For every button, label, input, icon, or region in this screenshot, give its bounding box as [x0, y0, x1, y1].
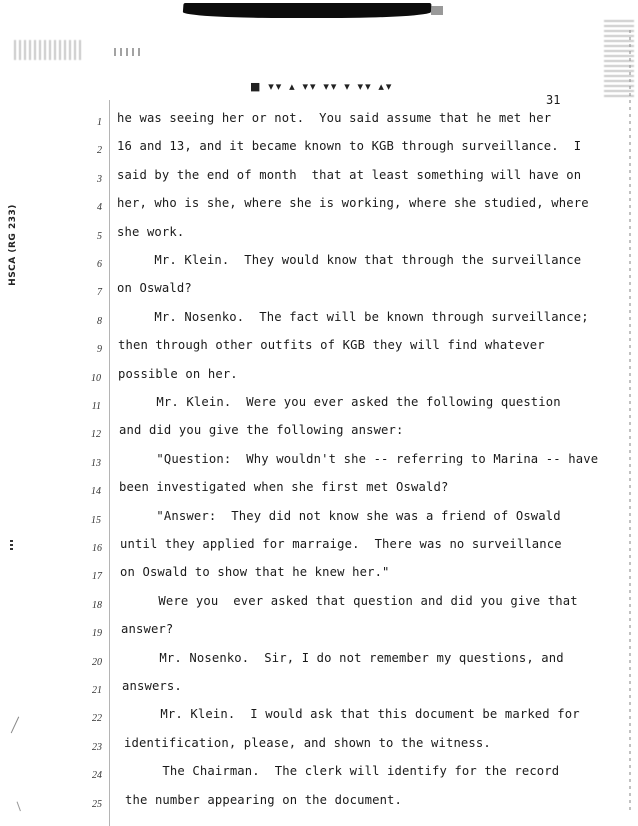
line-text: on Oswald?	[117, 281, 192, 296]
line-text: "Question: Why wouldn't she -- referring to Marina -- have	[119, 451, 599, 466]
line-number: 8	[97, 315, 102, 327]
line-number: 6	[97, 259, 102, 270]
line-text: he was seeing her or not. You said assume that he met her	[117, 111, 552, 125]
transcript-line	[0, 423, 638, 441]
transcript-line	[0, 139, 638, 157]
page-number: 31	[546, 93, 561, 107]
line-number: 5	[97, 230, 102, 242]
line-text: Mr. Nosenko. Sir, I do not remember my questions, and	[122, 650, 564, 665]
transcript-line	[0, 679, 638, 697]
line-text: 16 and 13, and it became known to KGB through surveillance. I	[117, 139, 582, 154]
transcript-line	[0, 622, 638, 640]
line-number: 1	[97, 117, 102, 128]
line-text: Mr. Klein. They would know that through the surveillance	[117, 253, 582, 267]
transcript-line	[0, 367, 638, 385]
side-stamp-text: HSCA (RG 233)	[8, 204, 18, 286]
line-number: 7	[97, 287, 102, 299]
transcript-line	[0, 565, 638, 583]
line-number: 4	[97, 202, 102, 214]
line-number: 11	[91, 401, 101, 412]
line-text: she work.	[117, 224, 185, 239]
line-number: 2	[97, 145, 102, 157]
scan-smudge	[14, 40, 84, 60]
line-number: 16	[92, 543, 102, 554]
transcript-line	[0, 338, 638, 356]
line-number: 19	[92, 628, 102, 640]
transcript-line	[0, 651, 638, 669]
transcript-line	[0, 509, 638, 527]
line-text: Mr. Klein. I would ask that this document be marked for	[123, 707, 580, 722]
line-number: 22	[92, 713, 102, 725]
redaction-bar	[182, 3, 431, 18]
line-text: then through other outfits of KGB they will find whatever	[118, 338, 545, 353]
line-number: 24	[92, 770, 102, 782]
transcript-line	[0, 253, 638, 271]
line-text: and did you give the following answer:	[119, 423, 404, 438]
line-text: Were you ever asked that question and did you give that	[121, 593, 578, 608]
transcript-line	[0, 310, 638, 328]
line-text: Mr. Nosenko. The fact will be known through surveillance;	[117, 309, 589, 324]
transcript-line	[0, 225, 638, 243]
line-text: possible on her.	[118, 366, 238, 381]
transcript-line	[0, 480, 638, 498]
line-text: "Answer: They did not know she was a friend of Oswald	[119, 508, 561, 523]
redaction-bar-edge	[431, 6, 443, 15]
line-number: 13	[91, 457, 101, 469]
line-text: the number appearing on the document.	[125, 792, 403, 807]
line-text: answer?	[121, 622, 174, 637]
header-marks: ■ ▾▾ ▴ ▾▾ ▾▾ ▾ ▾▾ ▴▾	[250, 80, 394, 93]
line-text: The Chairman. The clerk will identify for the record	[125, 764, 560, 779]
line-text: her, who is she, where she is working, where she studied, where	[117, 196, 589, 211]
transcript-line	[0, 168, 638, 186]
scan-smudge-small	[114, 48, 140, 56]
transcript-line	[0, 196, 638, 214]
line-number: 10	[91, 372, 101, 384]
line-number: 20	[92, 656, 102, 668]
line-text: been investigated when she first met Oswald?	[119, 480, 449, 495]
line-number: 14	[91, 486, 101, 498]
transcript-line	[0, 111, 638, 129]
transcript-line	[0, 736, 638, 754]
line-number: 9	[97, 344, 102, 356]
line-number: 12	[91, 429, 101, 441]
transcript-line	[0, 764, 638, 782]
transcript-line	[0, 707, 638, 725]
line-text: Mr. Klein. Were you ever asked the following question	[119, 395, 561, 409]
line-number: 18	[92, 599, 102, 611]
line-text: on Oswald to show that he knew her."	[120, 565, 390, 580]
transcript-line	[0, 395, 638, 413]
line-number: 3	[97, 173, 102, 185]
transcript-line	[0, 793, 638, 811]
line-number: 23	[92, 741, 102, 753]
line-text: identification, please, and shown to the witness.	[124, 735, 491, 750]
transcript-line	[0, 452, 638, 470]
line-text: answers.	[122, 679, 182, 693]
transcript-line	[0, 537, 638, 555]
transcript-line	[0, 594, 638, 612]
line-number: 21	[92, 685, 102, 696]
line-text: until they applied for marraige. There was no surveillance	[120, 537, 562, 551]
line-number: 25	[92, 798, 102, 810]
transcript-line	[0, 281, 638, 299]
line-number: 17	[92, 571, 102, 583]
line-text: said by the end of month that at least something will have on	[117, 167, 582, 182]
line-number: 15	[91, 514, 101, 526]
